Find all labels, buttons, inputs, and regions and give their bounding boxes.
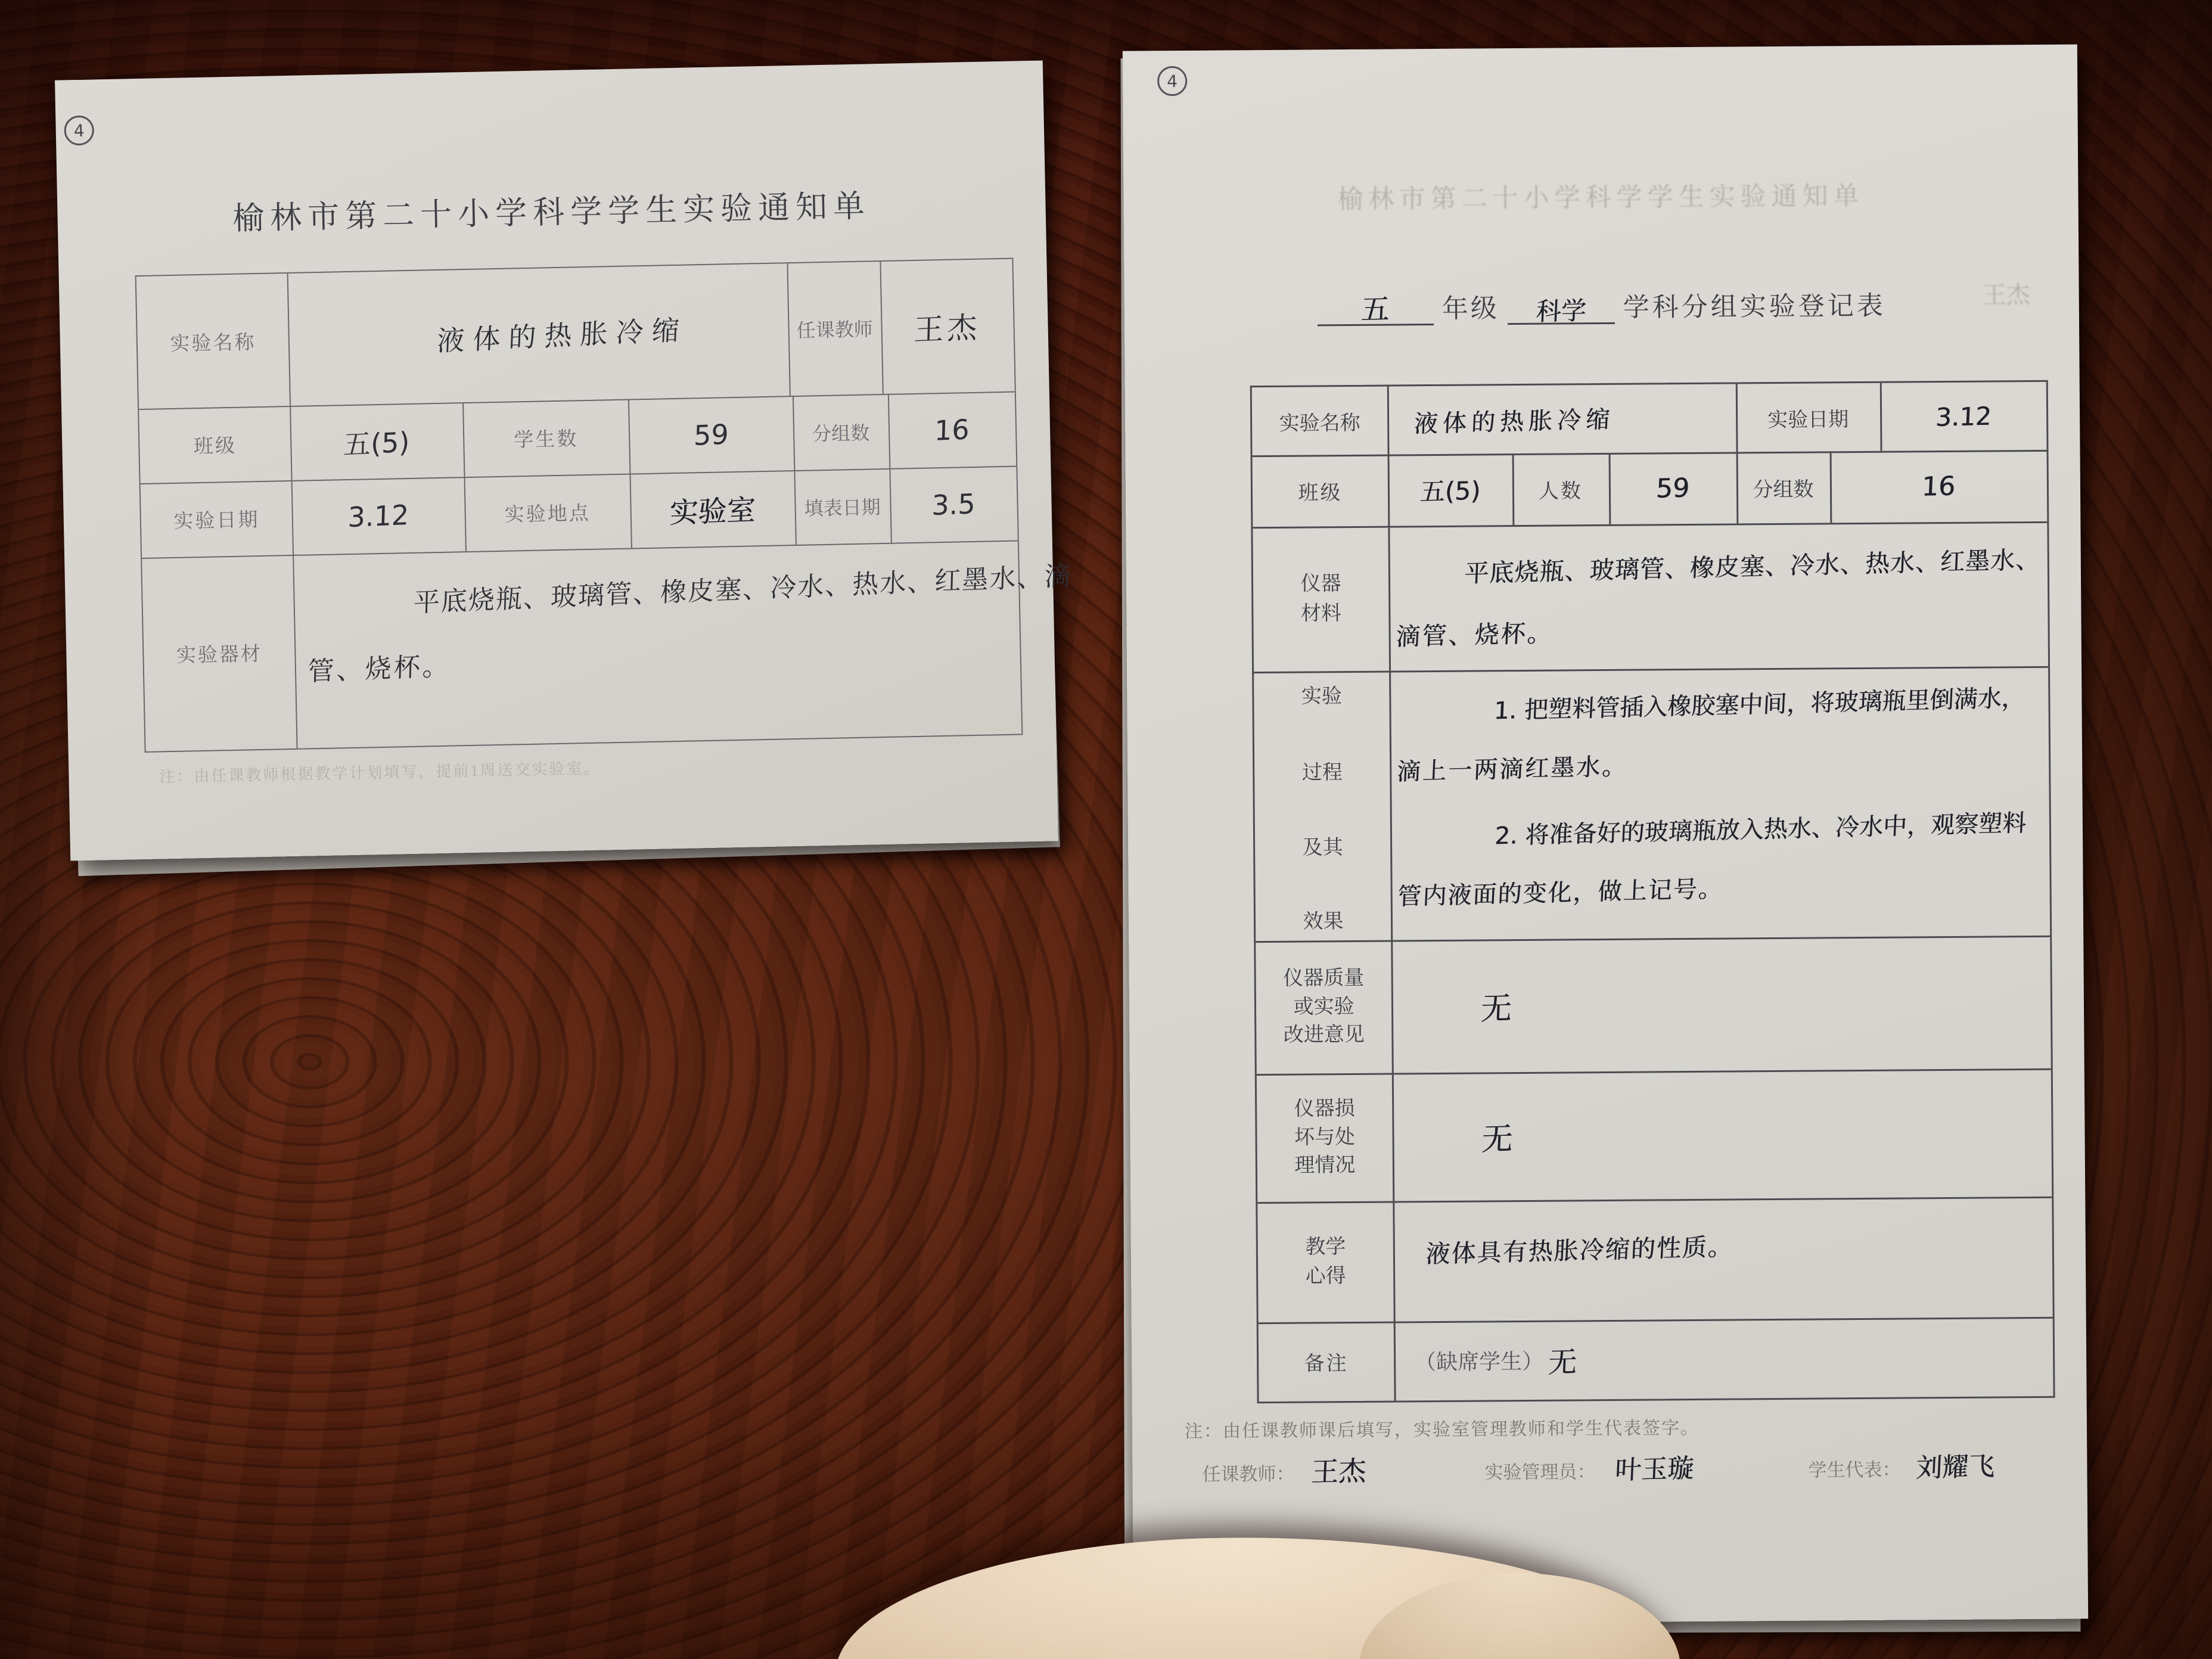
left-location-handwriting: 实验室: [669, 493, 756, 530]
right-r4-label-process: [1254, 671, 1391, 942]
right-r2-label-groups: 分组数: [1753, 479, 1814, 501]
left-r2-label-class: 班级: [193, 435, 237, 458]
right-title-rest: 学科分组实验登记表: [1623, 291, 1886, 322]
right-damage-label-line3: 理情况: [1294, 1154, 1356, 1177]
right-doc-footnote: 注：由任课教师课后填写，实验室管理教师和学生代表签字。: [1184, 1418, 1700, 1441]
right-r2-label-count: 人数: [1538, 480, 1583, 503]
subject-underline: [1508, 287, 1615, 325]
left-teacher-signature: 王杰: [913, 310, 981, 348]
left-r4-value-equipment: [293, 540, 1073, 748]
right-r2-value-class: [1388, 453, 1513, 526]
left-experiment-name-handwriting: 液体的热胀冷缩: [436, 313, 688, 358]
right-page-number-circle: [1157, 66, 1187, 96]
left-r3-label-experiment-date: 实验日期: [173, 509, 260, 533]
right-remarks-printed: （缺席学生）: [1415, 1349, 1544, 1375]
right-equipment-line2: 滴管、烧杯。: [1395, 619, 1554, 651]
right-damage-label-line1: 仪器损: [1294, 1098, 1355, 1120]
left-r3-value-location: [629, 470, 795, 548]
right-date-handwriting: 3.12: [1934, 401, 1992, 432]
right-r3-label-equipment: [1253, 526, 1389, 672]
right-r8-label-remarks: 备注: [1304, 1353, 1349, 1375]
right-signature-row: [1132, 1444, 2087, 1505]
right-process-label-line2: 过程: [1301, 762, 1343, 784]
right-r1-value-date: [1880, 382, 2047, 451]
right-r2-value-count: [1609, 452, 1737, 524]
right-r5-value-improvement: [1391, 935, 2140, 1073]
manager-signature-label: 实验管理员：: [1484, 1461, 1596, 1483]
left-r2-value-student-count: [628, 396, 794, 474]
right-process-step2-line1: 2. 将准备好的玻璃瓶放入热水、冷水中，观察塑料: [1494, 809, 2027, 850]
right-groups-handwriting: 16: [1921, 470, 1956, 502]
right-improvement-none-handwriting: 无: [1480, 990, 1513, 1027]
right-r1-label-experiment-name: 实验名称: [1279, 412, 1360, 435]
grade-underline: [1318, 282, 1434, 326]
right-r7-label-insight: [1257, 1201, 1393, 1323]
left-document-paper: [55, 60, 1073, 860]
right-process-step1-line2: 滴上一两滴红墨水。: [1396, 753, 1629, 786]
right-insight-label-line2: 心得: [1305, 1265, 1346, 1288]
right-improvement-label-line1: 仪器质量: [1283, 967, 1365, 990]
right-page-number: 4: [1167, 71, 1178, 91]
right-r6-value-damage: [1392, 1068, 2141, 1201]
right-insight-handwriting: 液体具有热胀冷缩的性质。: [1425, 1232, 1735, 1269]
right-r1-value-experiment-name: [1387, 384, 1763, 454]
teacher-signature-label: 任课教师：: [1202, 1463, 1295, 1485]
right-equipment-label-line2: 材料: [1300, 602, 1342, 625]
left-r2-label-student-count: 学生数: [513, 428, 579, 452]
teacher-signature-name: 王杰: [1310, 1455, 1367, 1489]
left-doc-footnote: 注：由任课教师根据教学计划填写，提前1周送交实验室。: [159, 759, 601, 786]
left-r2-value-class: [290, 402, 464, 480]
right-improvement-label-line2: 或实验: [1293, 995, 1354, 1018]
student-signature-name: 刘耀飞: [1915, 1451, 1996, 1484]
right-remarks-none-handwriting: 无: [1547, 1345, 1578, 1380]
left-r3-value-experiment-date: [291, 477, 465, 555]
left-r3-label-fill-date: 填表日期: [804, 496, 881, 520]
left-r4-label-equipment: 实验器材: [176, 643, 263, 667]
right-ghost-bleed-title: 榆林市第二十小学科学学生实验通知单: [1337, 182, 1865, 215]
right-process-step1-line1: 1. 把塑料管插入橡胶塞中间，将玻璃瓶里倒满水，: [1493, 684, 2026, 725]
right-r5-label-improvement: [1256, 940, 1392, 1074]
left-r1-label-experiment-name: 实验名称: [170, 331, 256, 355]
left-equipment-line1: 平底烧瓶、玻璃管、橡皮塞、冷水、热水、红墨水、滴: [413, 561, 1073, 619]
left-page-number-circle: [64, 115, 94, 145]
right-r4-value-process: [1389, 666, 2050, 940]
right-document-paper: [1123, 44, 2088, 1625]
right-class-handwriting: 五(5): [1419, 476, 1481, 507]
left-r1-value-teacher: [880, 259, 1014, 394]
left-fill-date-handwriting: 3.5: [931, 487, 976, 521]
right-r8-value-remarks: [1394, 1317, 2074, 1401]
left-r2-value-group-count: [888, 392, 1016, 468]
right-process-label-line4: 效果: [1303, 911, 1344, 933]
right-doc-title: [1124, 278, 2079, 327]
left-r3-label-location: 实验地点: [504, 502, 591, 526]
right-damage-label-line2: 坏与处: [1294, 1126, 1356, 1149]
right-r2-label-class: 班级: [1298, 481, 1343, 505]
right-process-label-line1: 实验: [1301, 685, 1342, 708]
right-process-label-line3: 及其: [1302, 837, 1343, 859]
left-r2-label-group-count: 分组数: [812, 421, 870, 445]
right-process-step2-line2: 管内液面的变化，做上记号。: [1397, 875, 1724, 911]
right-equipment-label-line1: 仪器: [1300, 573, 1341, 595]
left-doc-table: [135, 258, 1073, 753]
right-insight-label-line1: 教学: [1305, 1235, 1346, 1259]
right-count-handwriting: 59: [1655, 473, 1691, 504]
left-r3-value-fill-date: [889, 466, 1017, 543]
subject-handwriting: 科学: [1535, 296, 1587, 327]
right-improvement-label-line3: 改进意见: [1283, 1024, 1365, 1047]
left-experiment-date-handwriting: 3.12: [347, 498, 409, 533]
left-equipment-line2: 管、烧杯。: [307, 651, 452, 687]
grade-handwriting: 五: [1360, 293, 1391, 327]
student-signature-label: 学生代表：: [1808, 1459, 1901, 1481]
right-r6-label-damage: [1257, 1073, 1393, 1203]
right-doc-table: [1250, 380, 2055, 1403]
left-r1-label-teacher: 任课教师: [796, 318, 874, 341]
left-group-count-handwriting: 16: [934, 412, 970, 447]
left-page-number: 4: [73, 120, 85, 141]
right-ghost-bleed-teacher: 王杰: [1982, 281, 2030, 309]
grade-label: 年级: [1441, 294, 1500, 324]
left-r1-value-experiment-name: [287, 263, 790, 406]
manager-signature-name: 叶玉璇: [1614, 1453, 1695, 1486]
left-student-count-handwriting: 59: [693, 418, 729, 452]
left-class-handwriting: 五(5): [343, 425, 411, 461]
right-equipment-line1: 平底烧瓶、玻璃管、橡皮塞、冷水、热水、红墨水、: [1464, 545, 2042, 588]
right-damage-none-handwriting: 无: [1480, 1121, 1514, 1158]
right-r2-value-groups: [1830, 450, 2048, 523]
right-experiment-name-handwriting: 液体的热胀冷缩: [1413, 405, 1615, 438]
right-r3-value-equipment: [1388, 521, 2048, 671]
left-doc-title: 榆林市第二十小学科学学生实验通知单: [232, 189, 871, 237]
right-r1-label-date: 实验日期: [1767, 408, 1849, 431]
